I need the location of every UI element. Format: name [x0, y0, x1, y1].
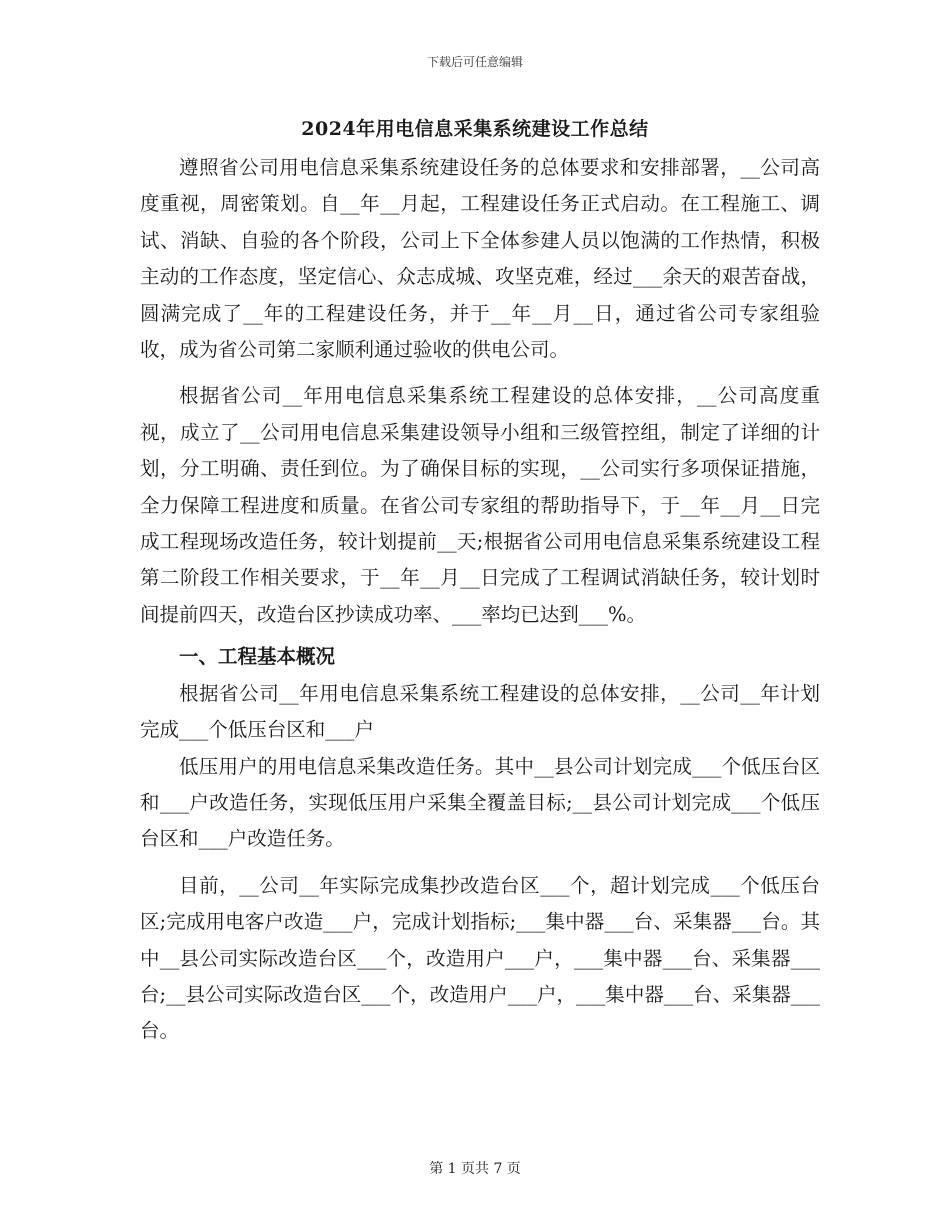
- page-number-footer: 第 1 页共 7 页: [429, 1161, 521, 1177]
- header-note: 下载后可任意编辑: [426, 55, 523, 69]
- paragraph-intro: 遵照省公司用电信息采集系统建设任务的总体要求和安排部署，__公司高度重视，周密策划。自__年__月起，工程建设任务正式启动。在工程施工、调试、消缺、自验的各个阶段，公司上下全体参建人员以饱满的工作热情，积极主动的工作态度，坚定信心、众志成城、攻坚克难，经过___余天的艰苦奋战，圆满完成了__年的工程建设任务，并于__年__月__日，通过省公司专家组验收，成为省公司第二家顺利通过验收的供电公司。: [140, 156, 820, 362]
- paragraph-overview-progress: 目前，__公司__年实际完成集抄改造台区___个，超计划完成___个低压台区;完成用电客户改造___户，完成计划指标;___集中器___台、采集器___台。其中__县公司实际改造台区___个，改造用户___户，___集中器___台、采集器___台;__县公司实际改造台区___个，改造用户___户，___集中器___台、采集器___台。: [140, 873, 820, 1043]
- document-title: 2024年用电信息采集系统建设工作总结: [301, 118, 649, 140]
- document-body: [140, 150, 820, 1050]
- paragraph-overview-tasks: 低压用户的用电信息采集改造任务。其中__县公司计划完成___个低压台区和___户改造任务，实现低压用户采集全覆盖目标;__县公司计划完成___个低压台区和___户改造任务。: [140, 754, 820, 851]
- section-heading-overview: 一、工程基本概况: [179, 645, 336, 669]
- paragraph-overview-plan: 根据省公司__年用电信息采集系统工程建设的总体安排，__公司__年计划完成___个低压台区和___户: [140, 681, 820, 742]
- paragraph-arrangement: 根据省公司__年用电信息采集系统工程建设的总体安排，__公司高度重视，成立了__公司用电信息采集建设领导小组和三级管控组，制定了详细的计划，分工明确、责任到位。为了确保目标的实现，__公司实行多项保证措施，全力保障工程进度和质量。在省公司专家组的帮助指导下，于__年__月__日完成工程现场改造任务，较计划提前__天;根据省公司用电信息采集系统建设工程第二阶段工作相关要求，于__年__月__日完成了工程调试消缺任务，较计划时间提前四天，改造台区抄读成功率、___率均已达到___%。: [140, 384, 820, 626]
